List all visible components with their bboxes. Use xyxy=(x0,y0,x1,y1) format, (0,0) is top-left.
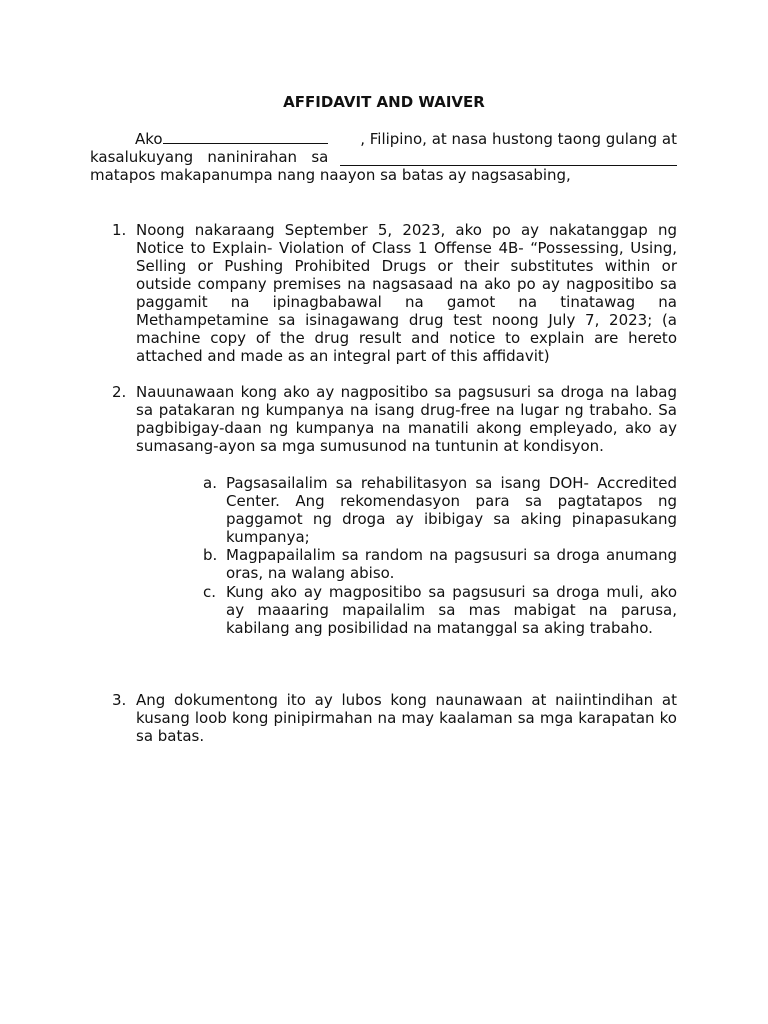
name-blank-line xyxy=(163,129,328,144)
subitem-letter-b: b. xyxy=(203,546,218,564)
subitem-text-c: Kung ako ay magpositibo sa pagsusuri sa droga muli, ako ay maaaring mapailalim sa mas mabigat na parusa, kabilang ang posibilidad na matanggal sa aking trabaho. xyxy=(226,583,677,637)
intro-line-2 xyxy=(90,148,677,166)
subitem-letter-a: a. xyxy=(203,474,217,492)
subitem-text-b: Magpapailalim sa random na pagsusuri sa droga anumang oras, na walang abiso. xyxy=(226,546,677,582)
subitem-letter-c: c. xyxy=(203,583,217,601)
item-text-2: Nauunawaan kong ako ay nagpositibo sa pagsusuri sa droga na labag sa patakaran ng kumpanya na isang drug-free na lugar ng trabaho. Sa pagbibigay-daan ng kumpanya na manatili akong empleyado, ako ay sumasang-ayon sa mga sumusunod na tuntunin at kondisyon. xyxy=(136,383,677,455)
address-blank-line xyxy=(340,151,677,166)
item-number-3: 3. xyxy=(112,691,127,709)
intro-residing: kasalukuyang naninirahan sa xyxy=(90,148,329,166)
document-title: AFFIDAVIT AND WAIVER xyxy=(283,93,485,111)
item-text-1: Noong nakaraang September 5, 2023, ako po ay nakatanggap ng Notice to Explain- Violation of Class 1 Offense 4B- “Possessing, Using, Selling or Pushing Prohibited Drugs or their substitutes within or outside company premises na nagsasaad na ako po ay nagpositibo sa paggamit na ipinagbabawal na gamot na tinatawag na Methampetamine sa isinagawang drug test noong July 7, 2023; (a machine copy of the drug result and notice to explain are hereto attached and made as an integral part of this affidavit) xyxy=(136,221,677,365)
intro-line-1 xyxy=(90,129,677,148)
item-number-2: 2. xyxy=(112,383,127,401)
intro-after-name: , Filipino, at nasa hustong taong gulang at xyxy=(360,130,677,148)
subitem-text-a: Pagsasailalim sa rehabilitasyon sa isang DOH- Accredited Center. Ang rekomendasyon para sa pagtatapos ng paggamot ng droga ay ibibigay sa aking pinapasukang kumpanya; xyxy=(226,474,677,546)
intro-paragraph xyxy=(90,129,677,184)
intro-closing: matapos makapanumpa nang naayon sa batas ay nagsasabing, xyxy=(90,166,571,184)
item-number-1: 1. xyxy=(112,221,127,239)
item-text-3: Ang dokumentong ito ay lubos kong naunawaan at naiintindihan at kusang loob kong pinipirmahan na may kaalaman sa mga karapatan ko sa batas. xyxy=(136,691,677,745)
intro-ako: Ako xyxy=(135,130,163,148)
